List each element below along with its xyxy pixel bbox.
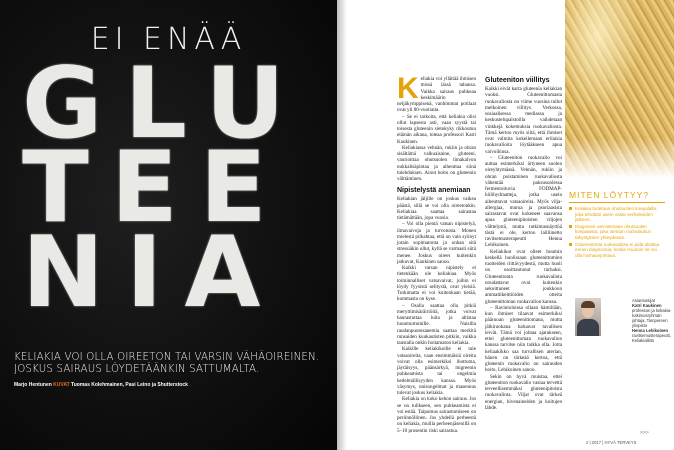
headline-line-2: TEE — [22, 131, 289, 246]
paragraph: Keliakian jäljille on joskus vaikea päästä, sillä se voi olla oireetonkin. Keliakiaa saattaa sairastaa tietämättään, jopa vuosia. — [397, 196, 476, 221]
headline-gluteenia — [22, 47, 322, 330]
lead-text: KELIAKIA VOI OLLA OIREETON TAI VARSIN VÄHÄOIREINEN. JOSKUS SAIRAUS LÖYDETÄÄNKIN SATTUMALTA. — [14, 352, 320, 375]
credits — [14, 382, 332, 388]
continue-arrows: >>> — [640, 430, 649, 436]
paragraph: Kaikki vatsan nipistely ei tietenkään ole keliakiaa. Myös toiminnalliset vatsavaivat, joihin ei löydy fyysistä selitystä, ovat yleisiä. Tutkimatta ei voi kuitenkaan tietää, kummasta on kyse. — [397, 265, 476, 303]
portrait-hair — [581, 301, 595, 308]
expert-desc-2: ravitsemusterapeutti, Keliakialiitto — [632, 333, 671, 343]
credit-author: Marjo Hentunen — [14, 382, 52, 388]
paragraph: – Gluteeniton ruokavalio voi auttaa esimerkiksi ärtyneen suolen oireyhtymässä. Vehnän, rukiin ja ohran poistaminen ruokavaliosta vähentää paksusuolessa fermentoituvia FODMAP-hiilihydraatteja, jotka usein aiheuttavat vatsaoireita. Myös vilja-allergiaa, murua ja psoriaasista sairastavat ovat kokeneet saavansa apua gluteenipitoisten viljojen välttelystä, mutta tutkimusnäyttöä tästä ei ole, kertoo lailliinetto ravitsemusterapeutti Henna Lehikoinen. — [485, 154, 562, 249]
page-folio: 2 | 2017 | HYVÄ TERVEYS — [586, 440, 637, 445]
subheading: Gluteeniton viillitys — [485, 77, 550, 84]
paragraph: – Se ei tarkoita, että keliakia olisi ollut lapsesta asti, vaan syystä tai toisesta gluteenin sietokyky rikkoutuu elämän aikana, toteaa professori Katri Kaukinen. — [397, 113, 476, 145]
list-item: Gluteenitonta ruokavaliota ei pidä aloittaa ennen diagnoosia, koska muutoin se voi olla harhaanjohtava. — [569, 242, 665, 259]
article-column-1 — [397, 72, 476, 434]
paragraph: Keliakia on koko kehon sairaus. Jos se on tulikseen, sen puhkeamista ei voi estää. Taipumus sairastumiseen on periinnöllinen. Jos yhdellä perheestä on keliakia, muilla perheenjäsenillä on 5–10 prosentin riski sairastua. — [397, 396, 476, 434]
headline-line-1: GLU — [22, 47, 307, 161]
expert-caption — [632, 298, 672, 343]
list-item: Keliakia todetaan ohutsuolen koepalalla, joka tehdään usein vasta verikokeiden jälkeen. — [569, 206, 665, 223]
page-gutter — [337, 0, 347, 450]
paragraph: – Voi olla pientä vatsan nipistelyä, ilmavaivoja ja turvotusta. Monen mielestä pilkahtaa, että on vain syönyt jotain sopimatonta ja onhan sitä stressiäkin ollut, kyllä se varmasti siitä menee. Joskus oireet kuitenkin jatkuvat, Kaukinen sanoo. — [397, 221, 476, 265]
info-box-title: MITEN LÖYTYY? — [569, 190, 665, 203]
drop-cap: K — [397, 72, 419, 105]
info-box — [569, 190, 665, 259]
paragraph: Kaikki eivät karta gluteenia keliakian vuoksi. Gluteenittomasta ruokavaliosta on viime vuosina tullut melkoinen villitys. Verkossa, sosiaalisessa mediassa ja keskustelupalstoilla vaihdetaan vinkkejä kokemuksia ruokavaliosta. Tämä kertoo myös siitä, että ihmiset ovat valmita kokeilemaan erilaisia ruokavalioita löytääkseen apua vaivoihinsa. — [485, 86, 562, 155]
paragraph: eliakia voi yllättää ihmisen missä iässä tahansa. Vaikka sairaus puhkeaa keskimäärin neljäkymppisenä, vanhimmat potilaat ovat yli 80-vuotiaita. — [397, 76, 476, 114]
credit-role: KUVAT — [53, 382, 70, 388]
expert-name-2: Henna Lehikoinen — [632, 328, 669, 333]
paragraph: Kaikille keliakikoille ei tule vatsaoireita, vaan ensimmäisiä oireita voivat olla esimerkiksi ihottuma, jäytäisyys, päänsärkyä, migreenin puhkeamista tai ongelmia hedelmällisyyden kanssa. Myös väsymys, unisongelmat ja masennus tulevat joskus keliakia. — [397, 346, 476, 396]
subheading: Nipistelystä anemiaan — [397, 187, 471, 195]
info-box-list — [569, 206, 665, 258]
expert-desc-1: professori ja keliakia-tutkimusryhmän johtaja, Tampereen yliopisto — [632, 308, 672, 328]
expert-label: Asiantuntijat — [632, 298, 655, 303]
headline-kicker: EI ENÄÄ — [90, 22, 247, 57]
paragraph: Keliakiassa vehnän, rukiin ja ohran sisältämä valkuaisaine, gluteeni, vaurioittaa ohutsuolen limakalvon nukkalisäpintaa ja aiheuttaa siinä tulehduksen. Ainut hoito on gluteenin välttäminen. — [397, 144, 476, 182]
list-item: Diagnoosi varmistetaan ohutsuolen koepalasta, joka otetaan mahalaukun tähystyksen yhteydessä. — [569, 224, 665, 241]
credit-photographers: Tuomas Kolehmainen, Pasi Leino ja Shutterstock — [71, 382, 188, 388]
expert-name-1: Katri Kaukinen — [632, 303, 662, 308]
expert-portrait — [575, 298, 601, 336]
wheat-photo — [565, 0, 674, 178]
article-column-2 — [485, 76, 562, 411]
paragraph: – Osalla saattaa olla pitkiä meryttimisäräiriöitä, jotka voivat haurastuttaa luita ja altistaa luunmurtumille. Naisilla raudanpuutosanemia saattaa merkitä runsaiden kuukautisten pitkiin, vaikka taustalla onkin hoitamaton keliakia. — [397, 302, 476, 346]
portrait-body — [577, 319, 599, 336]
paragraph: Sekin on hyvä muistaa, ettei gluteeniton ruokavalio vastaa tervettä terveellisemmäksi gluteenipitoista ruokavaliota. Viljat ovat tärkeä energian, hivenaineiden ja kuitujen lähde. — [485, 373, 562, 411]
paragraph: Keliakikot ovat olleet buumin keskellä huolissaan gluteenittomien tuotteiden riittävyydestä, mutta huoli on osoittautunut turhaksi. Gluteenitonta ruokavaliota noudattavat ovat kuitenkin sekoittuneet joukkoon ammattikeittiöiden otteita gluteenittoman ruokavalion kanssa. — [485, 248, 562, 305]
paragraph: – Ravintoloissa ollaan hämillään, kun ihmiset tilaavat esimerkiksi pääruoan gluteenittomana, mutta jälkiruokana haluavat tavallisen leivät. Tämä voi johtaa ajatukseen, ettei gluteenittoman ruokavalion kanssa tarvitse niin tarkka olla. Jotta keliaakikko saa turvallisen aterian, hänen on tärkeää kertoa, että gluteenin ruokavalio on sairauden hoito, Lehikoinen sanoo. — [485, 304, 562, 374]
headline-line-3: NIA — [22, 215, 283, 330]
